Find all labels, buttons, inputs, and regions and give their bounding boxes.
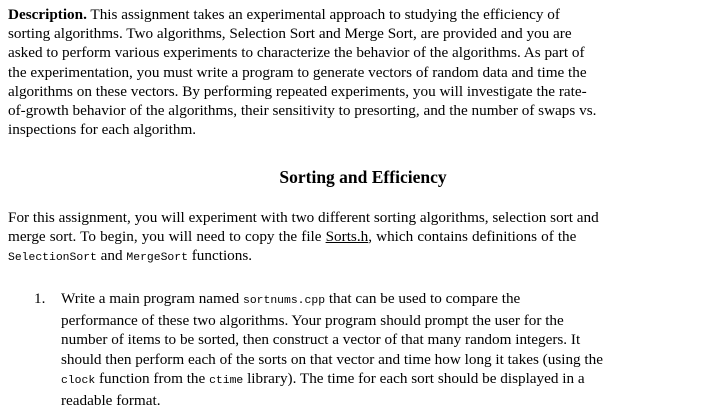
intro-and-text: and bbox=[96, 247, 127, 265]
description-line-5: algorithms on these vectors. By performing repeated experiments, you will investigate the rate- bbox=[8, 82, 587, 100]
list-item-number: 1. bbox=[34, 290, 46, 307]
code-selectionsort: SelectionSort bbox=[8, 252, 97, 265]
list-item bbox=[61, 289, 694, 410]
code-mergesort: MergeSort bbox=[126, 252, 188, 265]
list-line-1 bbox=[61, 289, 694, 311]
description-line-6: of-growth behavior of the algorithms, their sensitivity to presorting, and the number of swaps vs. bbox=[8, 102, 597, 120]
description-line-3: asked to perform various experiments to characterize the behavior of the algorithms. As part of bbox=[8, 44, 585, 62]
code-sortnums-cpp: sortnums.cpp bbox=[243, 295, 326, 307]
list-text-before-code: Write a main program named bbox=[61, 290, 243, 307]
code-ctime: ctime bbox=[209, 374, 244, 387]
intro-text-after-link: , which contains definitions of the bbox=[368, 228, 577, 246]
description-text: This assignment takes an experimental approach to studying the efficiency of bbox=[86, 6, 560, 23]
intro-line-1: For this assignment, you will experiment with two different sorting algorithms, selection sort and bbox=[8, 209, 599, 226]
description-line-2: sorting algorithms. Two algorithms, Selection Sort and Merge Sort, are provided and you are bbox=[8, 25, 572, 43]
description-line-7: inspections for each algorithm. bbox=[8, 121, 197, 139]
intro-paragraph bbox=[8, 208, 708, 269]
sorts-h-link[interactable]: Sorts.h bbox=[325, 228, 369, 246]
code-clock: clock bbox=[61, 374, 96, 387]
intro-line-2 bbox=[8, 227, 708, 246]
description-line-4: the experimentation, you must write a program to generate vectors of random data and time the bbox=[8, 63, 587, 81]
numbered-list bbox=[34, 289, 694, 410]
list-line-3: number of items to be sorted, then construct a vector of that many random integers. It bbox=[61, 331, 581, 349]
list-text-library: library). The time for each sort should be displayed in a bbox=[243, 369, 585, 387]
list-line-5 bbox=[61, 369, 694, 391]
list-line-4: should then perform each of the sorts on that vector and time how long it takes (using the bbox=[61, 350, 603, 368]
intro-text-before-link: merge sort. To begin, you will need to copy the file bbox=[8, 228, 326, 246]
description-line-1 bbox=[8, 5, 698, 24]
intro-functions-text: functions. bbox=[187, 247, 253, 265]
list-text-after-code: that can be used to compare the bbox=[325, 290, 521, 307]
description-paragraph bbox=[8, 5, 698, 139]
list-text-function-from: function from the bbox=[95, 369, 210, 387]
description-label: Description. bbox=[8, 6, 87, 23]
intro-line-3 bbox=[8, 246, 708, 268]
section-heading: Sorting and Efficiency bbox=[279, 167, 447, 187]
list-line-6: readable format. bbox=[61, 392, 161, 410]
list-line-2: performance of these two algorithms. Your program should prompt the user for the bbox=[61, 312, 564, 330]
